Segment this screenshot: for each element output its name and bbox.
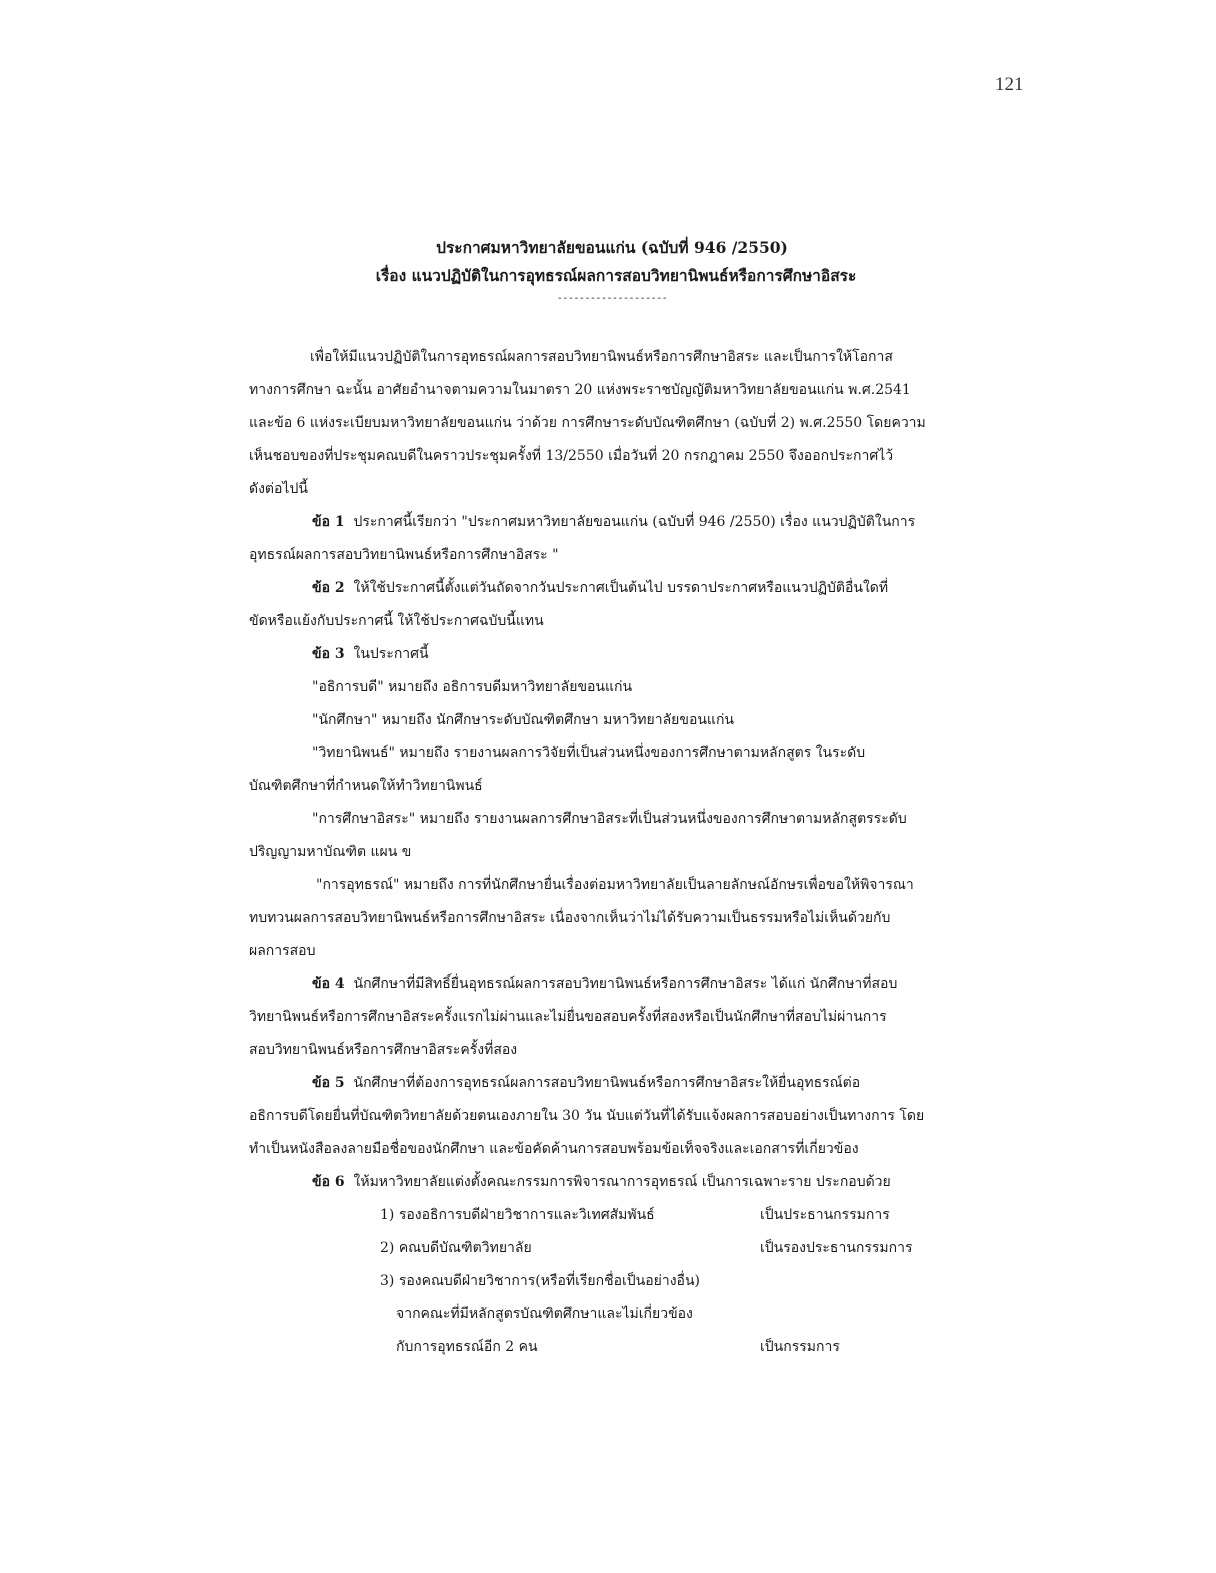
definition-president: "อธิการบดี" หมายถึง อธิการบดีมหาวิทยาลัยขอนแก่น (312, 679, 633, 695)
clause-text: นักศึกษาที่ต้องการอุทธรณ์ผลการสอบวิทยานิพนธ์หรือการศึกษาอิสระให้ยื่นอุทธรณ์ต่อ (353, 1075, 861, 1091)
clause-text: นักศึกษาที่มีสิทธิ์ยื่นอุทธรณ์ผลการสอบวิทยานิพนธ์หรือการศึกษาอิสระ ได้แก่ นักศึกษาที่สอบ (353, 976, 898, 992)
committee-member-name: 2) คณบดีบัณฑิตวิทยาลัย (380, 1240, 532, 1256)
definition-appeal-continued: ผลการสอบ (249, 943, 316, 959)
clause-number: ข้อ 5 (312, 1075, 345, 1091)
committee-member-role: เป็นประธานกรรมการ (760, 1207, 890, 1223)
clause-1-continued: อุทธรณ์ผลการสอบวิทยานิพนธ์หรือการศึกษาอิสระ " (249, 547, 559, 563)
definition-student: "นักศึกษา" หมายถึง นักศึกษาระดับบัณฑิตศึกษา มหาวิทยาลัยขอนแก่น (312, 712, 734, 728)
title-line-2: เรื่อง แนวปฏิบัติในการอุทธรณ์ผลการสอบวิทยานิพนธ์หรือการศึกษาอิสระ (375, 266, 857, 285)
clause-5-continued: อธิการบดีโดยยื่นที่บัณฑิตวิทยาลัยด้วยตนเองภายใน 30 วัน นับแต่วันที่ได้รับแจ้งผลการสอบอย่างเป็นทางการ โดย (249, 1108, 925, 1124)
clause-text: ในประกาศนี้ (353, 646, 429, 662)
committee-member-name-continued: กับการอุทธรณ์อีก 2 คน (396, 1339, 538, 1355)
clause-5-continued: ทำเป็นหนังสือลงลายมือชื่อของนักศึกษา และข้อคัดค้านการสอบพร้อมข้อเท็จจริงและเอกสารที่เกี่ยวข้อง (249, 1141, 859, 1157)
definition-appeal: "การอุทธรณ์" หมายถึง การที่นักศึกษายื่นเรื่องต่อมหาวิทยาลัยเป็นลายลักษณ์อักษรเพื่อขอให้พิจารณา (316, 877, 914, 893)
preamble-line: เห็นชอบของที่ประชุมคณบดีในคราวประชุมครั้งที่ 13/2550 เมื่อวันที่ 20 กรกฎาคม 2550 จึงออกประกาศไว้ (249, 448, 894, 464)
definition-appeal-continued: ทบทวนผลการสอบวิทยานิพนธ์หรือการศึกษาอิสระ เนื่องจากเห็นว่าไม่ได้รับความเป็นธรรมหรือไม่เห็นด้วยกับ (249, 910, 891, 926)
clause-number: ข้อ 1 (312, 514, 345, 530)
preamble-line: ทางการศึกษา ฉะนั้น อาศัยอำนาจตามความในมาตรา 20 แห่งพระราชบัญญัติมหาวิทยาลัยขอนแก่น พ.ศ.2541 (249, 382, 911, 398)
definition-thesis: "วิทยานิพนธ์" หมายถึง รายงานผลการวิจัยที่เป็นส่วนหนึ่งของการศึกษาตามหลักสูตร ในระดับ (312, 745, 866, 761)
committee-member-role: เป็นรองประธานกรรมการ (760, 1240, 913, 1256)
clause-text: ให้ใช้ประกาศนี้ตั้งแต่วันถัดจากวันประกาศเป็นต้นไป บรรดาประกาศหรือแนวปฏิบัติอื่นใดที่ (353, 580, 889, 596)
clause-text: ประกาศนี้เรียกว่า "ประกาศมหาวิทยาลัยขอนแก่น (ฉบับที่ 946 /2550) เรื่อง แนวปฏิบัติในการ (353, 514, 916, 530)
committee-member-role: เป็นกรรมการ (760, 1339, 840, 1355)
clause-number: ข้อ 4 (312, 976, 345, 992)
definition-independent-study-continued: ปริญญามหาบัณฑิต แผน ข (249, 844, 412, 860)
preamble-line: ดังต่อไปนี้ (249, 481, 308, 497)
clause-number: ข้อ 3 (312, 646, 345, 662)
clause-number: ข้อ 6 (312, 1174, 345, 1190)
page-number: 121 (995, 74, 1024, 95)
clause-4 (312, 974, 897, 994)
clause-5 (312, 1073, 860, 1093)
clause-2 (312, 578, 888, 598)
clause-2-continued: ขัดหรือแย้งกับประกาศนี้ ให้ใช้ประกาศฉบับนี้แทน (249, 613, 544, 629)
title-separator: -------------------- (556, 293, 668, 304)
clause-3 (312, 644, 429, 664)
clause-1 (312, 512, 915, 532)
committee-member-name: 3) รองคณบดีฝ่ายวิชาการ(หรือที่เรียกชื่อเป็นอย่างอื่น) (380, 1273, 700, 1289)
announcement-title (0, 234, 1216, 306)
clause-number: ข้อ 2 (312, 580, 345, 596)
clause-6 (312, 1172, 891, 1192)
definition-thesis-continued: บัณฑิตศึกษาที่กำหนดให้ทำวิทยานิพนธ์ (249, 778, 483, 794)
clause-text: ให้มหาวิทยาลัยแต่งตั้งคณะกรรมการพิจารณาการอุทธรณ์ เป็นการเฉพาะราย ประกอบด้วย (353, 1174, 891, 1190)
preamble-line: และข้อ 6 แห่งระเบียบมหาวิทยาลัยขอนแก่น ว่าด้วย การศึกษาระดับบัณฑิตศึกษา (ฉบับที่ 2) พ.ศ.2550 โดยความ (249, 415, 926, 431)
preamble-line: เพื่อให้มีแนวปฏิบัติในการอุทธรณ์ผลการสอบวิทยานิพนธ์หรือการศึกษาอิสระ และเป็นการให้โอกาส (310, 349, 893, 365)
committee-member-name-continued: จากคณะที่มีหลักสูตรบัณฑิตศึกษาและไม่เกี่ยวข้อง (396, 1306, 693, 1322)
clause-4-continued: วิทยานิพนธ์หรือการศึกษาอิสระครั้งแรกไม่ผ่านและไม่ยื่นขอสอบครั้งที่สองหรือเป็นนักศึกษาที่สอบไม่ผ่านการ (249, 1009, 887, 1025)
definition-independent-study: "การศึกษาอิสระ" หมายถึง รายงานผลการศึกษาอิสระที่เป็นส่วนหนึ่งของการศึกษาตามหลักสูตรระดับ (312, 811, 907, 827)
clause-4-continued: สอบวิทยานิพนธ์หรือการศึกษาอิสระครั้งที่สอง (249, 1042, 518, 1058)
committee-member-name: 1) รองอธิการบดีฝ่ายวิชาการและวิเทศสัมพันธ์ (380, 1207, 655, 1223)
title-line-1: ประกาศมหาวิทยาลัยขอนแก่น (ฉบับที่ 946 /2550) (436, 238, 788, 257)
